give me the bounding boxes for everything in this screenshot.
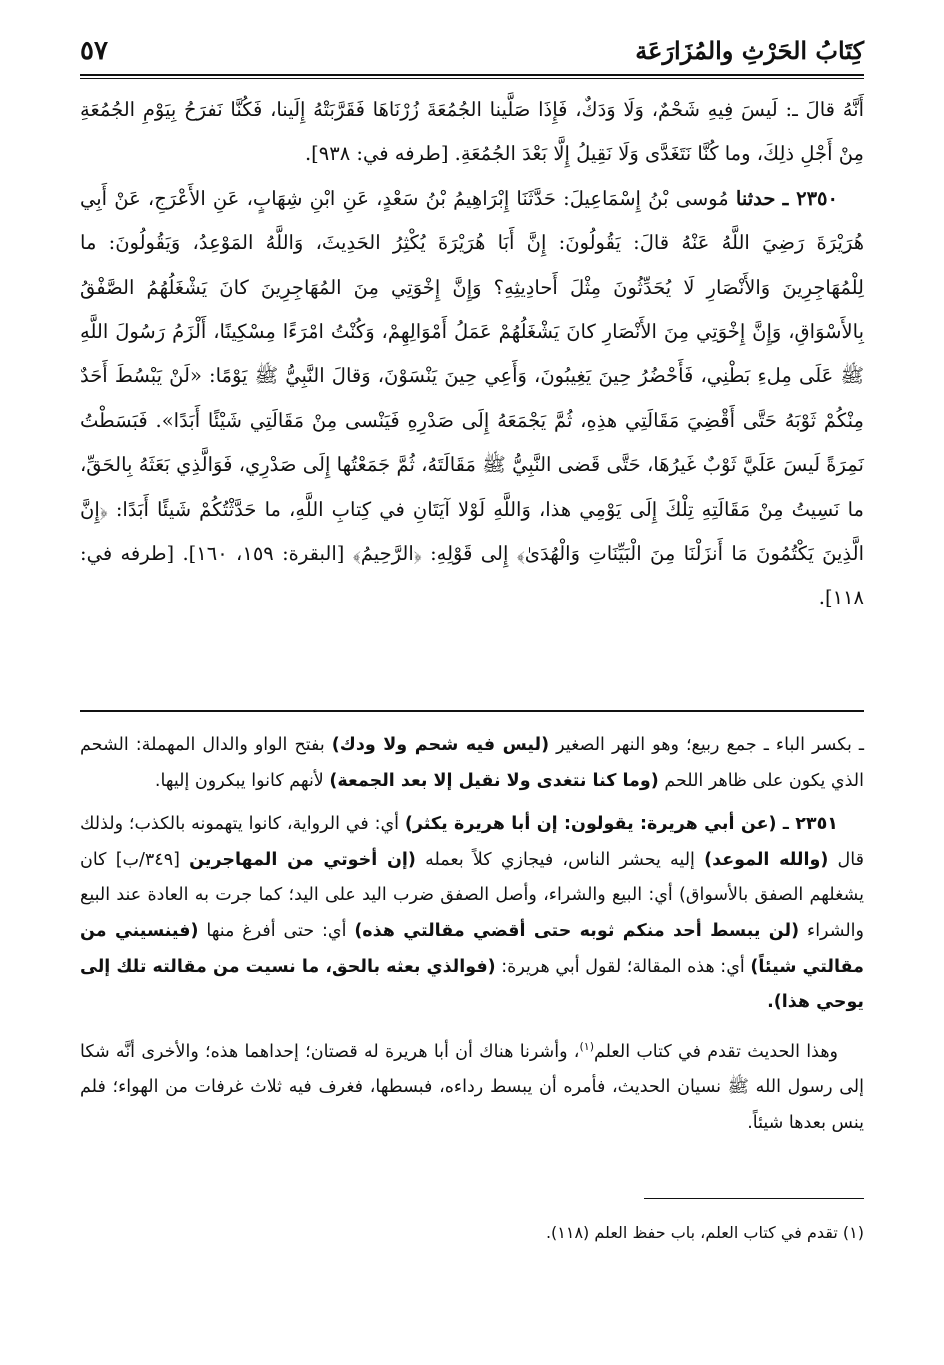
hadith-body: مُوسى بْنُ إِسْمَاعِيلَ: حَدَّثَنَا إِبْرَاهِيمُ بْنُ سَعْدٍ، عَنِ ابْنِ شِهَابٍ، عَنِ الأَعْرَجِ، عَنْ أَبِي هُرَيْرَةَ رَضِيَ اللَّهُ عَنْهُ قالَ: يَقُولُونَ: إِنَّ أَبَا هُرَيْرَةَ يُكْثِرُ الحَدِيثَ، وَاللَّهُ المَوْعِدُ، وَيَقُولُونَ: ما لِلْمُهَاجِرِينَ وَالأَنْصَارِ لَا يُحَدِّثُونَ مِثْلَ أَحادِيثِهِ؟ وَإِنَّ إِخْوَتِي مِنَ المُهَاجِرِينَ كانَ يَشْغَلُهُمُ الصَّفْقُ بِالأَسْوَاقِ، وَإِنَّ إِخْوَتِي مِنَ الأَنْصَارِ كانَ يَشْغَلُهُمْ عَمَلُ أَمْوَالِهِمْ، وَكُنْتُ امْرَءًا مِسْكِينًا، أَلْزَمُ رَسُولَ اللَّهِ ﷺ عَلَى مِلءِ بَطْنِي، فَأَحْضُرُ حِينَ يَغِيبُونَ، وَأَعِي حِينَ يَنْسَوْنَ، وَقالَ النَّبِيُّ ﷺ يَوْمًا: «لَنْ يَبْسُطَ أَحَدٌ مِنْكُمْ ثَوْبَهُ حَتَّى أَقْضِيَ مَقَالَتِي هذِهِ، ثُمَّ يَجْمَعَهُ إِلَى صَدْرِهِ فَيَنْسى مِنْ مَقَالَتِي شَيْئًا أَبَدًا». فَبَسَطْتُ نَمِرَةً لَيسَ عَلَيَّ ثَوْبٌ غَيرُهَا، حَتَّى قَضى النَّبِيُّ ﷺ مَقَالَتَهُ، ثُمَّ جَمَعْتُها إِلَى صَدْرِي، فَوَالَّذِي بَعَثَهُ بِالحَقِّ، ما نَسِيتُ مِنْ مَقَالَتِهِ تِلْكَ إِلَى يَوْمِي هذا، وَاللَّهِ لَوْلا آيَتَانِ في كِتابِ اللَّهِ، ما حَدَّثْتُكُمْ شَيئًا أَبَدًا: ﴿إِنَّ الَّذِينَ يَكْتُمُونَ مَا أَنزَلْنَا مِنَ الْبَيِّنَاتِ وَالْهُدَىٰ﴾ إِلى قَوْلِهِ: ﴿الرَّحِيمُ﴾ [البقرة: ١٥٩، ١٦٠]. [طرفه في: ١١٨]. bbox=[80, 186, 864, 610]
footnote-rule bbox=[644, 1198, 864, 1199]
commentary-para-1 bbox=[80, 728, 864, 799]
commentary-text: [٣٤٩/ب] كان يشغلهم الصفق بالأسواق) أي: البيع والشراء، وأصل الصفق ضرب اليد على اليد؛ كما جرت به العادة عند البيع والشراء bbox=[80, 849, 864, 941]
commentary-quote: ٢٣٥١ ـ (عن أبي هريرة: يقولون: إن أبا هريرة يكثر) bbox=[404, 814, 838, 835]
commentary-text: لأنهم كانوا يبكرون إليها. bbox=[154, 770, 324, 791]
footnote-marker: (١) bbox=[842, 1223, 864, 1242]
hadith-text-block bbox=[80, 88, 864, 621]
commentary-text: أي: في الرواية، كانوا يتهمونه بالكذب؛ ولذلك قال bbox=[80, 814, 864, 870]
commentary-para-3 bbox=[80, 1029, 864, 1142]
hadith-number: ٢٣٥٠ ـ bbox=[782, 186, 839, 210]
hadith-continuation: أَنَّهُ قالَ ـ: لَيسَ فِيهِ شَحْمٌ، وَلَا وَدَكٌ، فَإِذَا صَلَّينا الجُمُعَةَ زُرْنَاهَا فَقَرَّبَتْهُ إِلَينا، فَكُنَّا نَفرَحُ بِيَوْمِ الجُمُعَةِ مِنْ أَجْلِ ذلِكَ، وما كُنَّا نَتَغَدَّى وَلَا نَقِيلُ إِلَّا بَعْدَ الجُمُعَةِ. [طرفه في: ٩٣٨]. bbox=[80, 98, 864, 166]
commentary-quote: (فوالذي بعثه بالحق، ما نسيت من مقالته تلك إلى يوحي هذا). bbox=[80, 956, 864, 1013]
commentary-quote: (لن يبسط أحد منكم ثوبه حتى أقضي مقالتي هذه) bbox=[354, 920, 800, 941]
hadith-2350 bbox=[80, 177, 864, 621]
footnote bbox=[80, 1218, 864, 1248]
commentary-text: ـ بكسر الباء ـ جمع ربيع؛ وهو النهر الصغير bbox=[556, 735, 864, 755]
commentary-text: أي: هذه المقالة؛ لقول أبي هريرة: bbox=[501, 956, 745, 977]
commentary-text: وهذا الحديث تقدم في كتاب العلم bbox=[593, 1041, 838, 1062]
page-header bbox=[80, 36, 864, 70]
commentary-quote: (إن أخوتي من المهاجرين bbox=[189, 849, 416, 870]
commentary-block bbox=[80, 728, 864, 1141]
isnad-lead: حدثنا bbox=[735, 186, 776, 210]
commentary-text: أي: حتى أفرغ منها bbox=[206, 920, 347, 941]
page-number: ٥٧ bbox=[80, 36, 108, 66]
section-separator bbox=[80, 710, 864, 712]
footnote-reference[interactable]: (١) bbox=[579, 1039, 594, 1053]
commentary-para-2 bbox=[80, 807, 864, 1021]
header-rule-thin bbox=[80, 78, 864, 79]
commentary-quote: (فينسيني من مقالتي شيئاً) bbox=[80, 920, 864, 977]
commentary-text: بفتح الواو والدال المهملة: الشحم الذي يكون على ظاهر اللحم bbox=[80, 735, 864, 791]
header-rule bbox=[80, 74, 864, 76]
commentary-quote: (وما كنا نتغدى ولا نقيل إلا بعد الجمعة) bbox=[329, 770, 659, 791]
running-title: كِتَابُ الحَرْثِ والمُزَارَعَة bbox=[635, 36, 864, 65]
commentary-quote: (ليس فيه شحم ولا ودك) bbox=[331, 735, 550, 755]
commentary-text: إليه يحشر الناس، فيجازي كلاً بعمله bbox=[425, 849, 695, 870]
commentary-quote: (والله الموعد) bbox=[704, 849, 829, 870]
commentary-text: ، وأشرنا هناك أن أبا هريرة له قصتان؛ إحداهما هذه؛ والأخرى أنَّه شكا إلى رسول الله ﷺ نسيان الحديث، فأمره أن يبسط رداءه، فبسطها، فغرف فيه ثلاث غرفات من الهواء؛ فلم ينس بعدها شيئاً. bbox=[80, 1041, 864, 1133]
footnote-text: تقدم في كتاب العلم، باب حفظ العلم (١١٨). bbox=[545, 1223, 838, 1242]
